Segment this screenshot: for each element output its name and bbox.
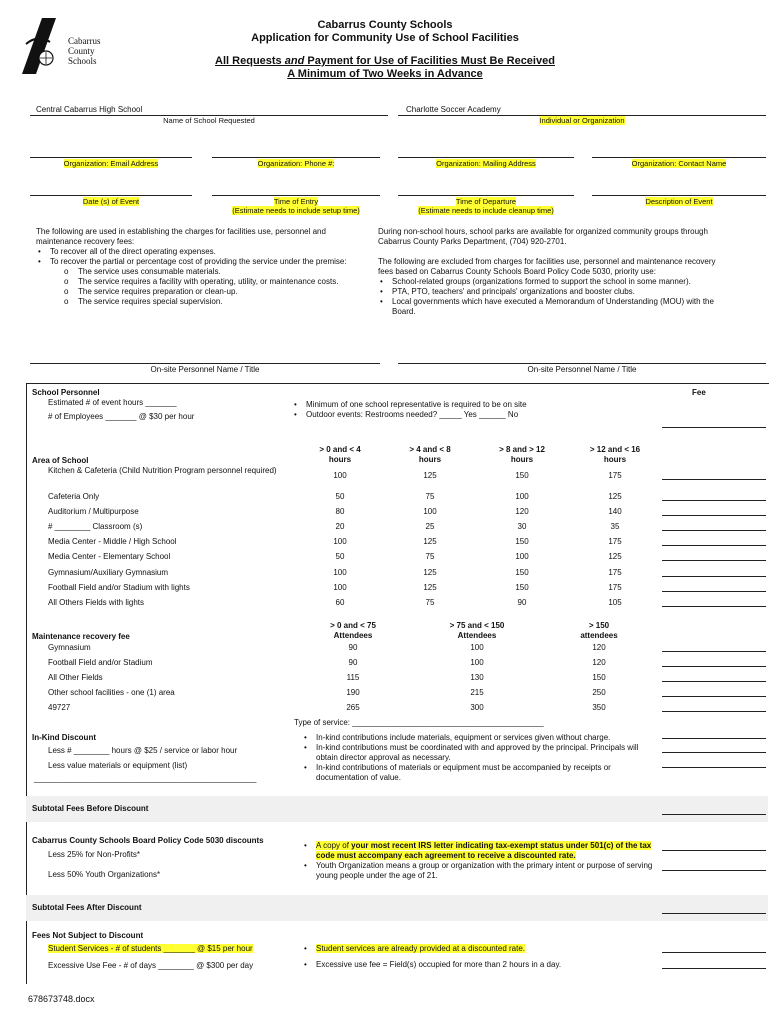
maint-row-label: 49727 — [48, 703, 71, 712]
policy-notes: • A copy of your most recent IRS letter indicating tax-exempt status under 501(c) of the tax code must accompany each agreement to receive a discounted rate. • Youth Organization means a group or organization with the primary intent or purpose of serving young people under the age of 21. — [302, 841, 662, 881]
logo-line1: Cabarrus — [68, 36, 101, 46]
inkind-materials: Less value materials or equipment (list) — [48, 761, 188, 770]
entry-note: (Estimate needs to include setup time) — [232, 206, 360, 215]
area-cell: 175 — [608, 568, 622, 577]
area-cell: 175 — [608, 471, 622, 480]
policy-title: Cabarrus County Schools Board Policy Code 5030 discounts — [32, 836, 264, 845]
mail-label: Organization: Mailing Address — [436, 159, 536, 168]
area-row-label: Media Center - Middle / High School — [48, 537, 177, 546]
maint-cell: 115 — [346, 673, 360, 682]
area-cell: 150 — [515, 537, 529, 546]
area-cell: 90 — [517, 598, 527, 607]
notsub-title: Fees Not Subject to Discount — [32, 931, 144, 940]
school-value[interactable]: Central Cabarrus High School — [36, 105, 143, 114]
maint-cell: 100 — [470, 658, 484, 667]
subtotal-before: Subtotal Fees Before Discount — [32, 804, 149, 813]
area-cell: 125 — [423, 471, 437, 480]
area-row-label: Auditorium / Multipurpose — [48, 507, 139, 516]
notsub-notes: • Student services are already provided at a discounted rate. • Excessive use fee = Field(s) occupied for more than 2 hours in a day. — [302, 944, 662, 970]
maint-cell: 150 — [592, 673, 606, 682]
date-label: Date (s) of Event — [82, 197, 140, 206]
area-cell: 150 — [515, 471, 529, 480]
phone-label: Organization: Phone #: — [257, 159, 335, 168]
fee-line-personnel[interactable] — [662, 427, 766, 428]
fee-line[interactable] — [662, 560, 766, 561]
area-cell: 100 — [333, 583, 347, 592]
fee-line[interactable] — [662, 576, 766, 577]
maint-row-label: Gymnasium — [48, 643, 91, 652]
maint-col-header: > 75 and < 150 Attendees — [449, 621, 505, 640]
fee-header: Fee — [692, 388, 706, 397]
personnel-label-right: On-site Personnel Name / Title — [527, 365, 637, 374]
area-cell: 100 — [515, 492, 529, 501]
maint-col-header: > 150 attendees — [580, 621, 618, 640]
policy-nonprofit: Less 25% for Non-Profits* — [48, 850, 141, 859]
info-right: During non-school hours, school parks are available for organized community groups through Cabarrus County Parks Department, (704) 920-2701. The following are excluded from charges for facilities use, personnel and maintenance recovery fees based on Cabarrus County Schools Board Policy Code 5030, priority use: • School-related groups (organizations formed to support the school in some manner). • PTA, PTO, teachers' and principals' organizations and booster clubs. • Local governments which have executed a Memorandum of Understanding (MOU) with the Board. — [378, 227, 728, 317]
org-title: Cabarrus County Schools — [317, 19, 453, 31]
policy-youth: Less 50% Youth Organizations* — [48, 870, 161, 879]
maint-cell: 90 — [348, 643, 358, 652]
area-cell: 100 — [423, 507, 437, 516]
area-cell: 100 — [333, 471, 347, 480]
area-row-label: All Others Fields with lights — [48, 598, 145, 607]
area-cell: 125 — [608, 552, 622, 561]
area-cell: 150 — [515, 583, 529, 592]
area-cell: 125 — [423, 583, 437, 592]
fee-line[interactable] — [662, 606, 766, 607]
area-cell: 100 — [515, 552, 529, 561]
fee-line[interactable] — [662, 530, 766, 531]
area-row-label: Media Center - Elementary School — [48, 552, 171, 561]
area-cell: 150 — [515, 568, 529, 577]
area-cell: 20 — [335, 522, 345, 531]
student-services[interactable]: Student Services - # of students _______ @ $15 per hour — [48, 944, 253, 953]
info-left: The following are used in establishing the charges for facilities use, personnel and maintenance recovery fees: • To recover all of the direct operating expenses. • To recover the partial or percentage cost of providing the service under the premise: o The service uses consumable materials. o The service requires a facility with operating, utility, or maintenance costs. o The service requires preparation or clean-up. o The service requires special supervision. — [36, 227, 354, 307]
maint-cell: 190 — [346, 688, 360, 697]
email-label: Organization: Email Address — [63, 159, 159, 168]
area-cell: 75 — [425, 598, 435, 607]
maint-cell: 215 — [470, 688, 484, 697]
inkind-title: In-Kind Discount — [32, 733, 96, 742]
desc-label: Description of Event — [645, 197, 713, 206]
maint-cell: 90 — [348, 658, 358, 667]
inkind-blank[interactable]: __________________________________________________ — [34, 774, 257, 783]
area-cell: 60 — [335, 598, 345, 607]
school-label: Name of School Requested — [163, 116, 255, 125]
inkind-notes: • In-kind contributions include materials, equipment or services given without charge. • In-kind contributions must be coordinated with and approved by the principal. Principals will obtain director approval as necessary. • In-kind contributions of materials or equipment must be accompanied by receipts or documentation of value. — [302, 733, 662, 783]
area-cell: 25 — [425, 522, 435, 531]
fee-line[interactable] — [662, 681, 766, 682]
area-cell: 30 — [517, 522, 527, 531]
subtotal-after: Subtotal Fees After Discount — [32, 903, 142, 912]
maint-cell: 120 — [592, 658, 606, 667]
area-cell: 100 — [333, 537, 347, 546]
personnel-notes: • Minimum of one school representative is required to be on site • Outdoor events: Restrooms needed? _____ Yes ______ No — [292, 400, 622, 420]
org-label: Individual or Organization — [539, 116, 625, 125]
excess-use[interactable]: Excessive Use Fee - # of days ________ @ $300 per day — [48, 961, 254, 970]
area-title: Area of School — [32, 456, 89, 465]
area-cell: 120 — [515, 507, 529, 516]
area-cell: 50 — [335, 552, 345, 561]
fee-line[interactable] — [662, 545, 766, 546]
area-cell: 125 — [423, 537, 437, 546]
maint-cell: 350 — [592, 703, 606, 712]
area-row-label: # ________ Classroom (s) — [48, 522, 143, 531]
footer-filename: 678673748.docx — [28, 994, 95, 1004]
maint-row-label: All Other Fields — [48, 673, 103, 682]
maint-cell: 120 — [592, 643, 606, 652]
maint-col-header: > 0 and < 75 Attendees — [330, 621, 376, 640]
maint-row-label: Football Field and/or Stadium — [48, 658, 153, 667]
fee-line[interactable] — [662, 479, 766, 480]
area-row-label: Gymnasium/Auxiliary Gymnasium — [48, 568, 169, 577]
area-row-label: Cafeteria Only — [48, 492, 100, 501]
requests-line: All Requests and Payment for Use of Facilities Must Be Received — [215, 55, 555, 67]
maint-row-label: Other school facilities - one (1) area — [48, 688, 175, 697]
maint-cell: 100 — [470, 643, 484, 652]
depart-note: (Estimate needs to include cleanup time) — [418, 206, 554, 215]
logo-line2: County Schools — [68, 46, 97, 66]
area-cell: 80 — [335, 507, 345, 516]
advance-line: A Minimum of Two Weeks in Advance — [287, 68, 483, 80]
event-hours[interactable]: Estimated # of event hours _______ — [48, 398, 177, 407]
area-cell: 175 — [608, 583, 622, 592]
area-cell: 125 — [608, 492, 622, 501]
maint-cell: 250 — [592, 688, 606, 697]
logo — [20, 14, 120, 78]
maint-cell: 265 — [346, 703, 360, 712]
area-cell: 100 — [333, 568, 347, 577]
area-cell: 125 — [423, 568, 437, 577]
area-col-header: > 4 and < 8 hours — [409, 445, 451, 464]
area-cell: 140 — [608, 507, 622, 516]
fee-line[interactable] — [662, 696, 766, 697]
fee-line[interactable] — [662, 651, 766, 652]
depart-label: Time of Departure — [455, 197, 517, 206]
maint-cell: 300 — [470, 703, 484, 712]
area-col-header: > 0 and < 4 hours — [319, 445, 361, 464]
contact-label: Organization: Contact Name — [631, 159, 727, 168]
area-cell: 50 — [335, 492, 345, 501]
org-value[interactable]: Charlotte Soccer Academy — [406, 105, 501, 114]
area-cell: 105 — [608, 598, 622, 607]
area-cell: 75 — [425, 552, 435, 561]
area-col-header: > 12 and < 16 hours — [589, 445, 641, 464]
area-col-header: > 8 and > 12 hours — [499, 445, 545, 464]
area-row-label: Kitchen & Cafeteria (Child Nutrition Program personnel required) — [48, 466, 277, 475]
maint-title: Maintenance recovery fee — [32, 632, 130, 641]
fee-line[interactable] — [662, 711, 766, 712]
fee-line[interactable] — [662, 500, 766, 501]
school-personnel-title: School Personnel — [32, 388, 100, 397]
fee-line[interactable] — [662, 515, 766, 516]
area-cell: 175 — [608, 537, 622, 546]
area-row-label: Football Field and/or Stadium with lights — [48, 583, 190, 592]
entry-label: Time of Entry — [273, 197, 319, 206]
type-of-service[interactable]: Type of service: ___________________________________________ — [294, 718, 544, 727]
maint-cell: 130 — [470, 673, 484, 682]
fee-line[interactable] — [662, 591, 766, 592]
inkind-less[interactable]: Less # ________ hours @ $25 / service or labor hour — [48, 746, 238, 755]
fee-line[interactable] — [662, 666, 766, 667]
personnel-label-left: On-site Personnel Name / Title — [150, 365, 260, 374]
area-cell: 75 — [425, 492, 435, 501]
form-title: Application for Community Use of School Facilities — [251, 32, 519, 44]
employees[interactable]: # of Employees _______ @ $30 per hour — [48, 412, 195, 421]
area-cell: 35 — [610, 522, 620, 531]
